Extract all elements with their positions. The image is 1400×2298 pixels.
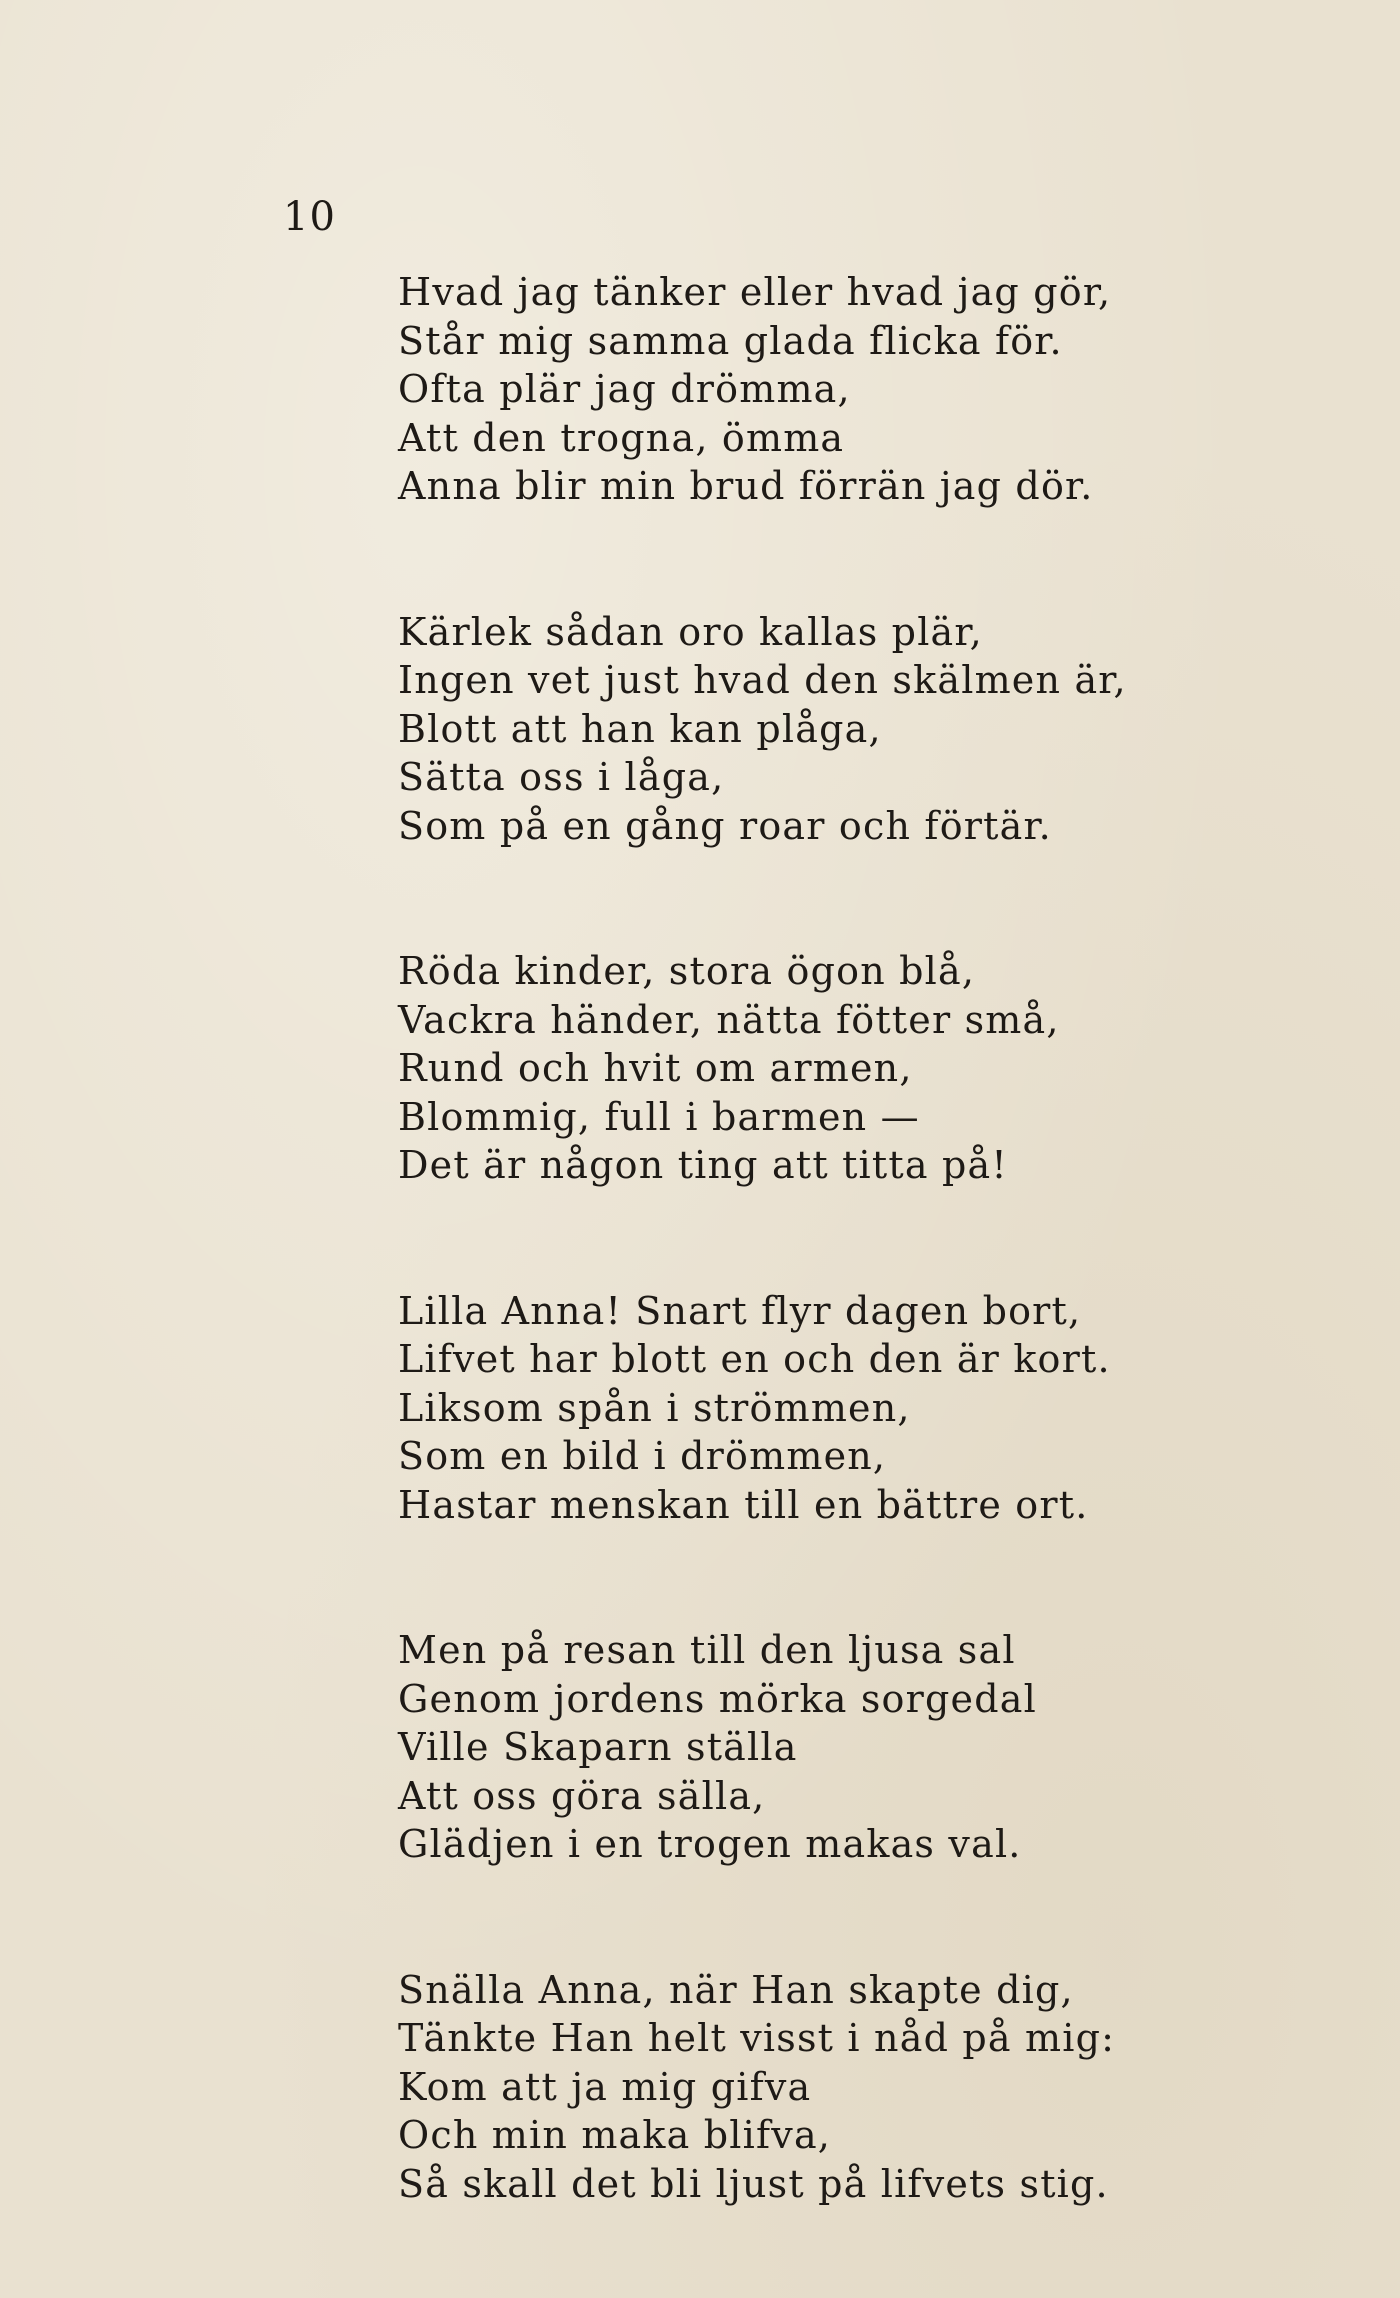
poem-line: Vackra händer, nätta fötter små, <box>398 997 1060 1042</box>
poem-line: Kärlek sådan oro kallas plär, <box>398 609 983 654</box>
stanza-5 <box>398 1626 1298 1869</box>
poem-line: Men på resan till den ljusa sal <box>398 1628 1016 1672</box>
poem-line: Ofta plär jag drömma, <box>398 367 851 411</box>
poem-line: Står mig samma glada flicka för. <box>398 318 1063 363</box>
poem-line: Anna blir min brud förrän jag dör. <box>398 464 1094 508</box>
page-number: 10 <box>283 194 336 240</box>
poem-line: Att den trogna, ömma <box>398 415 845 460</box>
poem-line: Lifvet har blott en och den är kort. <box>398 1337 1111 1381</box>
poem-line: Och min maka blifva, <box>398 2113 832 2157</box>
stanza-2 <box>398 608 1298 851</box>
poem-line: Rund och hvit om armen, <box>398 1046 913 1090</box>
poem-line: Hastar menskan till en bättre ort. <box>398 1482 1089 1527</box>
poem-line: Blott att han kan plåga, <box>398 706 882 751</box>
poem-line: Så skall det bli ljust på lifvets stig. <box>398 2161 1109 2206</box>
stanza-3 <box>398 947 1298 1190</box>
poem-line: Glädjen i en trogen makas val. <box>398 1822 1022 1866</box>
poem-line: Ville Skaparn ställa <box>398 1725 798 1769</box>
poem-line: Sätta oss i låga, <box>398 755 725 799</box>
poem <box>398 268 1298 2208</box>
poem-line: Som en bild i drömmen, <box>398 1434 887 1478</box>
poem-line: Snälla Anna, när Han skapte dig, <box>398 1967 1074 2012</box>
stanza-1 <box>398 268 1298 511</box>
poem-line: Hvad jag tänker eller hvad jag gör, <box>398 270 1112 314</box>
poem-line: Det är någon ting att titta på! <box>398 1143 1008 1187</box>
stanza-6 <box>398 1966 1298 2209</box>
poem-line: Genom jordens mörka sorgedal <box>398 1676 1037 1721</box>
poem-line: Att oss göra sälla, <box>398 1773 766 1818</box>
poem-line: Tänkte Han helt visst i nåd på mig: <box>398 2016 1116 2060</box>
stanza-4 <box>398 1287 1298 1530</box>
poem-line: Liksom spån i strömmen, <box>398 1385 911 1430</box>
poem-line: Röda kinder, stora ögon blå, <box>398 949 976 993</box>
poem-line: Blommig, full i barmen — <box>398 1094 920 1139</box>
poem-line: Ingen vet just hvad den skälmen är, <box>398 658 1127 702</box>
poem-line: Lilla Anna! Snart flyr dagen bort, <box>398 1288 1082 1333</box>
poem-line: Som på en gång roar och förtär. <box>398 803 1052 848</box>
poem-line: Kom att ja mig gifva <box>398 2064 812 2109</box>
